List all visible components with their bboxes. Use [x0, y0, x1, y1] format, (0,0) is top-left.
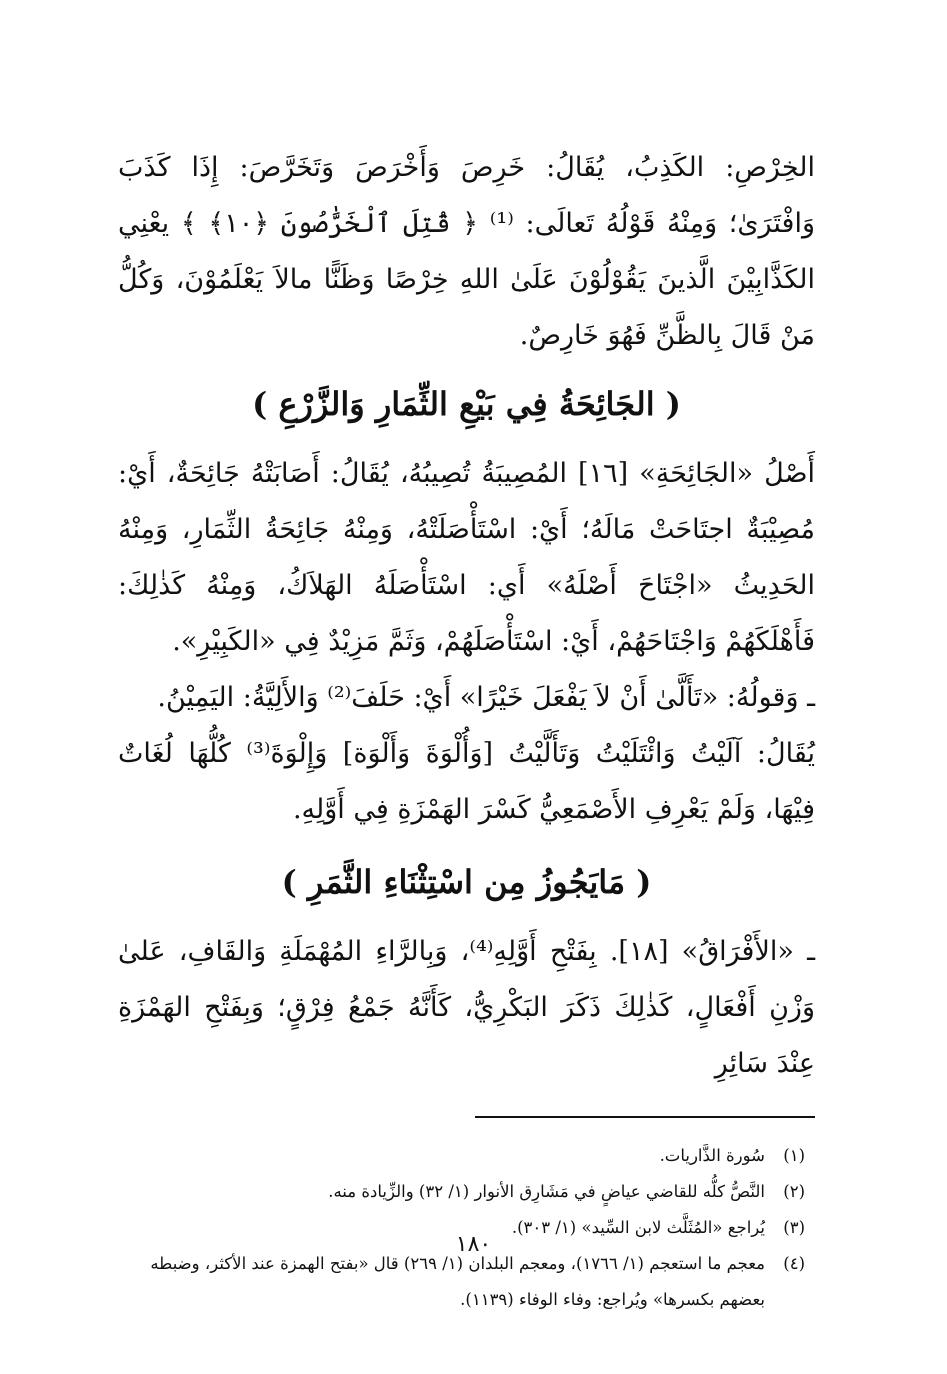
paragraph-taalla: ـ وَقولُهُ: «تَأَلَّىٰ أَنْ لاَ يَفْعَلَ خَيْرًا» أَيْ: حَلَفَ⁽²⁾ وَالأَلِيَّةُ: اليَمِيْنُ. — [157, 682, 815, 713]
footnote-item — [118, 1138, 815, 1174]
section-heading-istithna: ( مَايَجُوزُ مِن اسْتِثْنَاءِ الثَّمَرِ ) — [281, 863, 652, 901]
footnote-divider — [475, 1116, 815, 1118]
main-text — [118, 140, 815, 1092]
footnote-number: (٢) — [783, 1182, 805, 1201]
paragraph-jaiha: أَصْلُ «الجَائِحَةِ» [١٦] المُصِيبَةُ تُصِيبُهُ، يُقَالُ: أَصَابَتْهُ جَائِحَةٌ، أَيْ: مُصِيْبَةٌ اجتَاحَتْ مَالَهُ؛ أَيْ: اسْتَأْصَلَتْهُ، وَمِنْهُ جَائِحَةُ الثِّمَارِ، وَمِنْهُ الحَدِيثُ «اجْتَاحَ أَصْلَهُ» أَي: اسْتَأْصَلَهُ الهَلاَكُ، وَمِنْهُ كَذٰلِكَ: فَأَهْلَكَهُمْ وَاجْتَاحَهُمْ، أَيْ: اسْتَأْصَلَهُمْ، وَثَمَّ مَزِيْدٌ فِي «الكَبِيْرِ». — [118, 458, 816, 657]
footnote-text: معجم ما استعجم (١/ ١٧٦٦)، ومعجم البلدان (١/ ٢٦٩) قال «بفتح الهمزة عند الأكثر، وضبطه بعضهم بكسرها» ويُراجع: وفاء الوفاء (١١٣٩). — [150, 1254, 765, 1309]
footnote-number: (٤) — [783, 1254, 805, 1273]
section-heading-jaiha: ( الجَائِحَةُ فِي بَيْعِ الثِّمَارِ وَالزَّرْعِ ) — [252, 385, 681, 423]
footnote-number: (٣) — [783, 1218, 805, 1237]
paragraph-afraq: ـ «الأَفْرَاقُ» [١٨]. بِفَتْحِ أَوَّلِهِ⁽⁴⁾، وَبِالرَّاءِ المُهْمَلَةِ وَالقَافِ، عَلىٰ وَزْنِ أَفْعَالٍ، كَذٰلِكَ ذَكَرَ البَكْرِيُّ، كَأَنَّهُ جَمْعُ فِرْقٍ؛ وَبِفَتْحِ الهَمْزَةِ عِنْدَ سَائِرِ — [118, 936, 815, 1079]
footnote-text: سُورة الذَّاريات. — [659, 1146, 765, 1165]
footnotes — [118, 1138, 815, 1318]
footnote-item — [118, 1174, 815, 1210]
footnote-text: يُراجع «المُثَلَّث لابن السِّيد» (١/ ٣٠٣). — [511, 1218, 765, 1237]
footnote-text: النَّصُّ كلُّه للقاضي عياضٍ في مَشَارِق الأنوار (١/ ٣٢) والزِّيادة منه. — [328, 1182, 765, 1201]
paragraph-yuqal: يُقَالُ: آلَيْتُ وَائْتَلَيْتُ وَتَأَلَّيْتُ [وَأُلْوَةَ وَأَلْوَة] وَإِلْوَةَ⁽³⁾ كُلُّهَا لُغَاتٌ فِيْهَا، وَلَمْ يَعْرِفِ الأَصْمَعِيُّ كَسْرَ الهَمْزَةِ فِي أَوَّلِهِ. — [118, 738, 815, 825]
page-number: ١٨٠ — [455, 1232, 492, 1257]
paragraph-kharis: الخِرْصِ: الكَذِبُ، يُقَالُ: خَرِصَ وَأَخْرَصَ وَتَخَرَّصَ: إِذَا كَذَبَ وَافْتَرَىٰ؛ وَمِنْهُ قَوْلُهُ تَعالَى: ⁽¹⁾ ﴿ قُتِلَ ٱلْخَرَّٰصُونَ ﴿١٠﴾ ﴾ يعْنِي الكَذَّابِيْنَ الَّذينَ يَقُوْلُوْنَ عَلَىٰ اللهِ خِرْصًا وَظَنًّا مالاَ يَعْلَمُوْنَ، وَكُلُّ مَنْ قَالَ بِالظَّنِّ فَهُوَ خَارِصٌ. — [118, 152, 816, 351]
footnote-number: (١) — [783, 1146, 805, 1165]
